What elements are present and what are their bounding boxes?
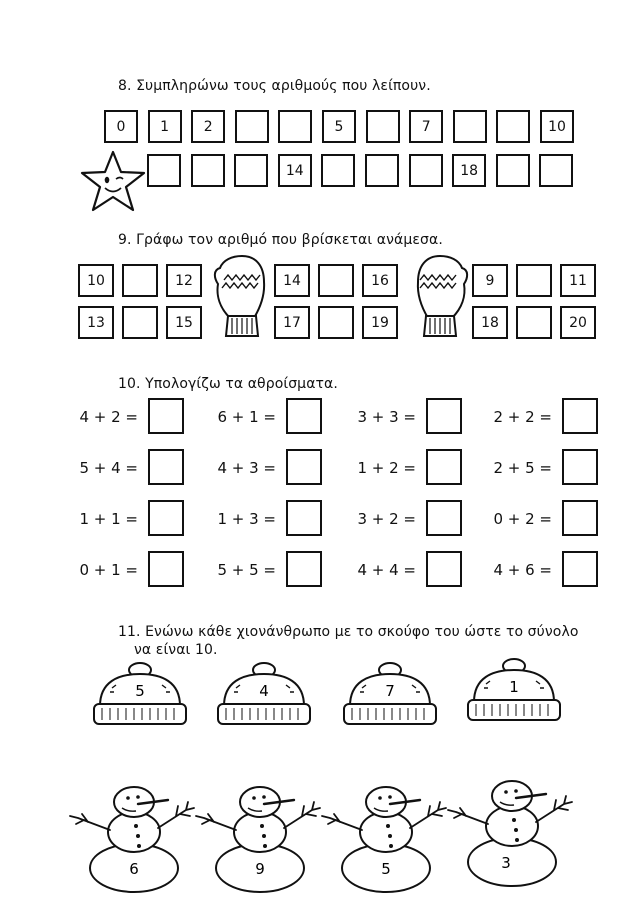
mitten-icon	[210, 252, 272, 344]
mitten-icon	[410, 252, 472, 344]
number-box-blank[interactable]	[409, 154, 443, 187]
number-box: 2	[191, 110, 225, 143]
between-box-blank[interactable]	[122, 264, 158, 297]
answer-box[interactable]	[562, 500, 598, 536]
equation-label: 1 + 2 =	[357, 459, 416, 477]
number-box: 18	[452, 154, 486, 187]
number-box: 7	[409, 110, 443, 143]
equation-label: 4 + 6 =	[493, 561, 552, 579]
number-box-blank[interactable]	[453, 110, 487, 143]
snowman-icon[interactable]	[316, 784, 452, 896]
equation-label: 2 + 5 =	[493, 459, 552, 477]
between-box: 15	[166, 306, 202, 339]
number-box: 1	[148, 110, 182, 143]
answer-box[interactable]	[148, 500, 184, 536]
snowman-number: 5	[381, 860, 391, 878]
equation-label: 6 + 1 =	[217, 408, 276, 426]
section-11-title-line1: 11. Ενώνω κάθε χιονάνθρωπο με το σκούφο του ώστε το σύνολο	[118, 624, 579, 640]
number-box-blank[interactable]	[234, 154, 268, 187]
number-box-blank[interactable]	[365, 154, 399, 187]
between-box-blank[interactable]	[318, 264, 354, 297]
between-box-blank[interactable]	[516, 306, 552, 339]
section-10-title: 10. Υπολογίζω τα αθροίσματα.	[118, 376, 338, 392]
number-box-blank[interactable]	[278, 110, 312, 143]
equation-label: 3 + 3 =	[357, 408, 416, 426]
equation-label: 0 + 1 =	[79, 561, 138, 579]
snowman-number: 6	[129, 860, 139, 878]
number-box-blank[interactable]	[147, 154, 181, 187]
between-box-blank[interactable]	[318, 306, 354, 339]
between-box: 12	[166, 264, 202, 297]
between-box: 14	[274, 264, 310, 297]
answer-box[interactable]	[148, 449, 184, 485]
equation-label: 4 + 3 =	[217, 459, 276, 477]
equation-label: 0 + 2 =	[493, 510, 552, 528]
equation-label: 5 + 5 =	[217, 561, 276, 579]
equation-label: 2 + 2 =	[493, 408, 552, 426]
answer-box[interactable]	[562, 398, 598, 434]
answer-box[interactable]	[148, 398, 184, 434]
hat-number: 4	[259, 682, 269, 700]
answer-box[interactable]	[286, 500, 322, 536]
between-box: 11	[560, 264, 596, 297]
section-8-title: 8. Συμπληρώνω τους αριθμούς που λείπουν.	[118, 78, 431, 94]
between-box: 10	[78, 264, 114, 297]
between-box: 16	[362, 264, 398, 297]
answer-box[interactable]	[286, 551, 322, 587]
between-box: 19	[362, 306, 398, 339]
snowman-number: 3	[501, 854, 511, 872]
number-box: 0	[104, 110, 138, 143]
answer-box[interactable]	[286, 398, 322, 434]
number-box-blank[interactable]	[321, 154, 355, 187]
hat-icon[interactable]	[92, 658, 188, 730]
number-box-blank[interactable]	[191, 154, 225, 187]
number-box-blank[interactable]	[496, 110, 530, 143]
answer-box[interactable]	[426, 500, 462, 536]
section-9-title: 9. Γράφω τον αριθμό που βρίσκεται ανάμεσα.	[118, 232, 443, 248]
snowman-icon[interactable]	[64, 784, 200, 896]
between-box: 9	[472, 264, 508, 297]
number-box: 14	[278, 154, 312, 187]
hat-number: 5	[135, 682, 145, 700]
star-mascot-icon	[78, 148, 148, 214]
answer-box[interactable]	[286, 449, 322, 485]
section-11-title-line2: να είναι 10.	[134, 642, 218, 658]
equation-label: 4 + 2 =	[79, 408, 138, 426]
equation-label: 5 + 4 =	[79, 459, 138, 477]
equation-label: 1 + 1 =	[79, 510, 138, 528]
number-box: 5	[322, 110, 356, 143]
number-box-blank[interactable]	[366, 110, 400, 143]
answer-box[interactable]	[426, 551, 462, 587]
hat-number: 1	[509, 678, 519, 696]
equation-label: 3 + 2 =	[357, 510, 416, 528]
equation-label: 1 + 3 =	[217, 510, 276, 528]
between-box-blank[interactable]	[516, 264, 552, 297]
answer-box[interactable]	[562, 449, 598, 485]
number-box: 10	[540, 110, 574, 143]
hat-number: 7	[385, 682, 395, 700]
snowman-icon[interactable]	[190, 784, 326, 896]
between-box: 17	[274, 306, 310, 339]
number-box-blank[interactable]	[496, 154, 530, 187]
answer-box[interactable]	[426, 398, 462, 434]
hat-icon[interactable]	[342, 658, 438, 730]
between-box: 20	[560, 306, 596, 339]
hat-icon[interactable]	[466, 654, 562, 726]
snowman-number: 9	[255, 860, 265, 878]
answer-box[interactable]	[148, 551, 184, 587]
between-box: 13	[78, 306, 114, 339]
hat-icon[interactable]	[216, 658, 312, 730]
between-box: 18	[472, 306, 508, 339]
answer-box[interactable]	[562, 551, 598, 587]
number-box-blank[interactable]	[539, 154, 573, 187]
between-box-blank[interactable]	[122, 306, 158, 339]
equation-label: 4 + 4 =	[357, 561, 416, 579]
number-box-blank[interactable]	[235, 110, 269, 143]
answer-box[interactable]	[426, 449, 462, 485]
snowman-icon[interactable]	[442, 778, 578, 890]
